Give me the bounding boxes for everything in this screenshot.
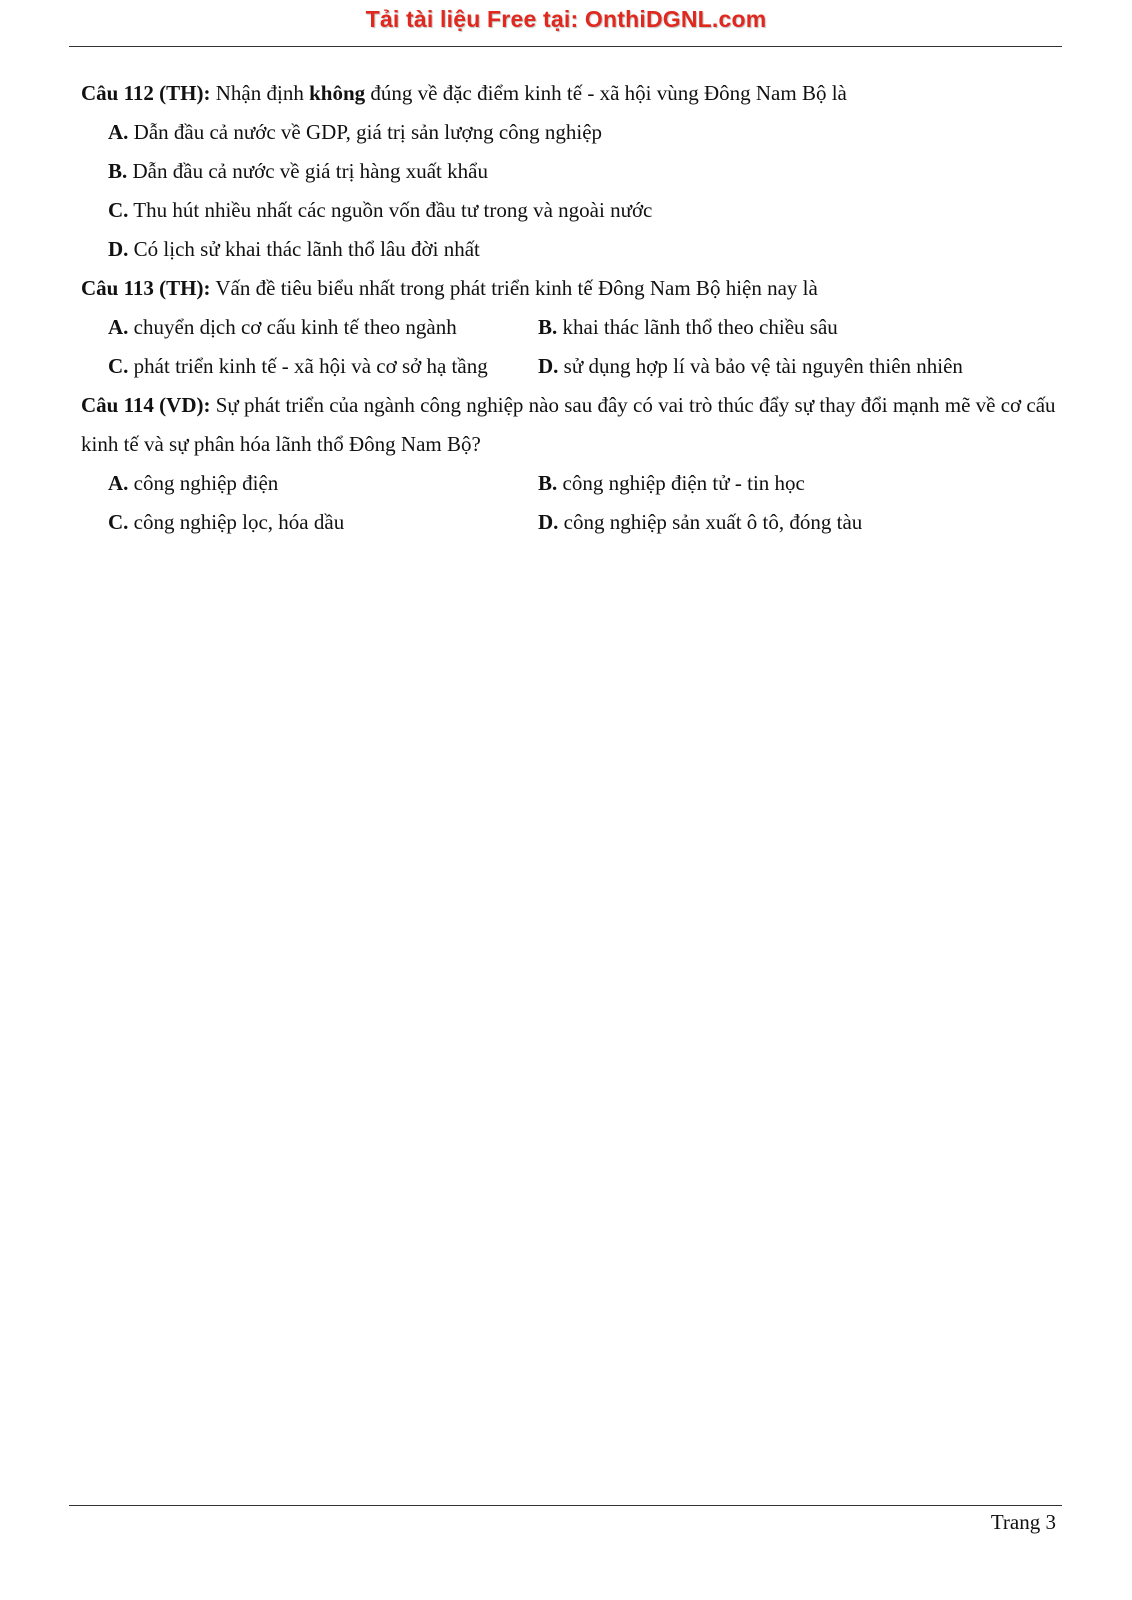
option-d	[538, 347, 968, 386]
exam-content	[81, 74, 1061, 542]
site-header-banner: Tải tài liệu Free tại: OnthiDGNL.com	[365, 6, 767, 32]
stem-emphasis: không	[309, 81, 366, 105]
question-114	[81, 386, 1061, 542]
page-number: Trang 3	[990, 1510, 1056, 1534]
option-text: Dẫn đầu cả nước về GDP, giá trị sản lượng công nghiệp	[128, 120, 603, 144]
option-text: Có lịch sử khai thác lãnh thổ lâu đời nhất	[128, 237, 480, 261]
option-b	[108, 152, 1061, 191]
option-c	[108, 191, 1061, 230]
option-letter: B.	[538, 471, 558, 495]
option-a	[108, 308, 538, 347]
question-label: Câu 112 (TH):	[81, 81, 211, 105]
option-row	[108, 503, 1061, 542]
option-b	[538, 308, 968, 347]
option-letter: B.	[538, 315, 558, 339]
option-text: công nghiệp điện tử - tin học	[557, 471, 805, 495]
option-letter: C.	[108, 354, 129, 378]
header-divider	[69, 46, 1062, 47]
option-c	[108, 347, 538, 386]
option-text: khai thác lãnh thổ theo chiều sâu	[557, 315, 838, 339]
stem-text: Sự phát triển của ngành công nghiệp nào sau đây có vai trò thúc đẩy sự thay đổi mạnh mẽ về cơ cấu kinh tế và sự phân hóa lãnh thổ Đông Nam Bộ?	[81, 393, 1056, 456]
question-stem	[81, 269, 1061, 308]
option-letter: A.	[108, 471, 129, 495]
question-stem	[81, 74, 1061, 113]
option-c	[108, 503, 538, 542]
question-label: Câu 114 (VD):	[81, 393, 211, 417]
option-d	[538, 503, 968, 542]
question-112	[81, 74, 1061, 269]
option-letter: C.	[108, 198, 129, 222]
option-b	[538, 464, 968, 503]
option-a	[108, 113, 1061, 152]
option-letter: B.	[108, 159, 128, 183]
question-113	[81, 269, 1061, 386]
option-letter: D.	[538, 510, 559, 534]
option-text: công nghiệp điện	[128, 471, 279, 495]
option-letter: A.	[108, 315, 129, 339]
stem-text: Vấn đề tiêu biểu nhất trong phát triển kinh tế Đông Nam Bộ hiện nay là	[210, 276, 818, 300]
question-stem	[81, 386, 1061, 464]
option-text: công nghiệp lọc, hóa dầu	[128, 510, 345, 534]
option-letter: D.	[108, 237, 129, 261]
option-a	[108, 464, 538, 503]
option-letter: C.	[108, 510, 129, 534]
option-text: sử dụng hợp lí và bảo vệ tài nguyên thiên nhiên	[558, 354, 963, 378]
option-row	[108, 464, 1061, 503]
stem-text: đúng về đặc điểm kinh tế - xã hội vùng Đông Nam Bộ là	[365, 81, 847, 105]
option-text: công nghiệp sản xuất ô tô, đóng tàu	[558, 510, 863, 534]
option-text: chuyển dịch cơ cấu kinh tế theo ngành	[128, 315, 457, 339]
option-row	[108, 347, 1061, 386]
option-text: Dẫn đầu cả nước về giá trị hàng xuất khẩu	[127, 159, 488, 183]
footer-divider	[69, 1505, 1062, 1506]
option-row	[108, 308, 1061, 347]
option-text: Thu hút nhiều nhất các nguồn vốn đầu tư trong và ngoài nước	[128, 198, 653, 222]
option-d	[108, 230, 1061, 269]
question-label: Câu 113 (TH):	[81, 276, 211, 300]
option-letter: D.	[538, 354, 559, 378]
option-text: phát triển kinh tế - xã hội và cơ sở hạ tầng	[128, 354, 488, 378]
option-letter: A.	[108, 120, 129, 144]
stem-text: Nhận định	[210, 81, 310, 105]
